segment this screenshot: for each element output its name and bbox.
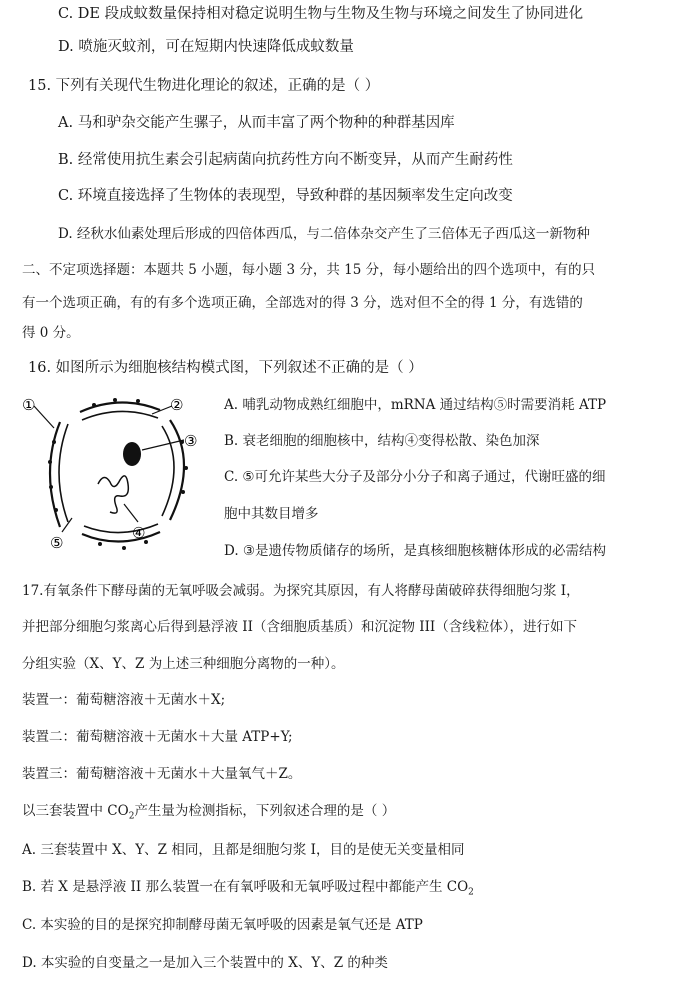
figure-label-3: ③	[184, 432, 198, 450]
q17-stem-sub: 2	[128, 811, 135, 822]
q17-setup3: 装置三：葡萄糖溶液＋无菌水＋大量氧气＋Z。	[22, 766, 302, 782]
q17-stem	[22, 801, 395, 827]
envelope-inner-left	[59, 424, 68, 522]
q17-option-c: C. 本实验的目的是探究抑制酵母菌无氧呼吸的因素是氧气还是 ATP	[22, 917, 423, 933]
q15-stem: 15. 下列有关现代生物进化理论的叙述，正确的是（ ）	[28, 78, 380, 94]
q16-option-a: A. 哺乳动物成熟红细胞中，mRNA 通过结构⑤时需要消耗 ATP	[224, 397, 607, 413]
q17-option-b-pre: B. 若 X 是悬浮液 II 那么装置一在有氧呼吸和无氧呼吸过程中都能产生 CO	[22, 879, 469, 895]
ribosome-dots	[48, 398, 188, 550]
chromatin	[98, 476, 128, 513]
q15-option-a: A. 马和驴杂交能产生骡子，从而丰富了两个物种的种群基因库	[58, 115, 455, 131]
nucleolus	[123, 442, 141, 466]
q15-option-c: C. 环境直接选择了生物体的表现型，导致种群的基因频率发生定向改变	[58, 188, 513, 204]
envelope-outer-bottom	[82, 532, 160, 542]
q17-stem-pre: 以三套装置中 CO	[22, 803, 129, 819]
q17-option-d: D. 本实验的自变量之一是加入三个装置中的 X、Y、Z 的种类	[22, 955, 388, 971]
q15-option-d: D. 经秋水仙素处理后形成的四倍体西瓜，与二倍体杂交产生了三倍体无子西瓜这一新物种	[58, 226, 590, 242]
q17-setup2: 装置二：葡萄糖溶液＋无菌水＋大量 ATP+Y;	[22, 729, 293, 745]
q15-option-b: B. 经常使用抗生素会引起病菌向抗药性方向不断变异，从而产生耐药性	[58, 152, 513, 168]
q17-line1: 17.有氧条件下酵母菌的无氧呼吸会减弱。为探究其原因，有人将酵母菌破碎获得细胞匀浆 I，	[22, 583, 580, 599]
q16-option-c-line2: 胞中其数目增多	[224, 506, 319, 522]
q16-option-d: D. ③是遗传物质储存的场所，是真核细胞核糖体形成的必需结构	[224, 543, 607, 559]
section2-line3: 得 0 分。	[22, 325, 80, 341]
q17-option-b	[22, 877, 474, 903]
q16-stem: 16. 如图所示为细胞核结构模式图，下列叙述不正确的是（ ）	[28, 360, 423, 376]
q17-option-a: A. 三套装置中 X、Y、Z 相同，且都是细胞匀浆 I，目的是使无关变量相同	[22, 842, 465, 858]
envelope-outer-right	[170, 420, 184, 520]
figure-label-2: ②	[170, 396, 184, 414]
figure-label-5: ⑤	[50, 534, 64, 552]
envelope-inner-bottom	[84, 524, 158, 533]
q16-option-c-line1: C. ⑤可允许某些大分子及部分小分子和离子通过，代谢旺盛的细	[224, 469, 606, 485]
figure-label-1: ①	[22, 396, 36, 414]
q17-line2: 并把部分细胞匀浆离心后得到悬浮液 II（含细胞质基质）和沉淀物 III（含线粒体），进行如下	[22, 619, 577, 635]
envelope-inner-top	[82, 411, 158, 420]
q16-option-b: B. 衰老细胞的细胞核中，结构④变得松散、染色加深	[224, 433, 540, 449]
q14-option-d: D. 喷施灭蚊剂，可在短期内快速降低成蚊数量	[58, 39, 354, 55]
section2-line2: 有一个选项正确，有的有多个选项正确，全部选对的得 3 分，选对但不全的得 1 分，有选错的	[22, 295, 583, 311]
q17-setup1: 装置一：葡萄糖溶液＋无菌水＋X;	[22, 692, 226, 708]
q17-option-b-sub: 2	[468, 887, 474, 898]
figure-label-4: ④	[132, 524, 146, 542]
nucleus-structure-figure	[20, 392, 212, 554]
section2-line1: 二、不定项选择题：本题共 5 小题，每小题 3 分，共 15 分，每小题给出的四个选项中，有的只	[22, 262, 596, 278]
envelope-inner-right	[162, 426, 174, 516]
q17-line3: 分组实验（X、Y、Z 为上述三种细胞分离物的一种）。	[22, 656, 345, 672]
q17-stem-post: 产生量为检测指标，下列叙述合理的是（ ）	[134, 803, 396, 819]
envelope-outer-top	[80, 402, 160, 412]
q14-option-c: C. DE 段成蚊数量保持相对稳定说明生物与生物及生物与环境之间发生了协同进化	[58, 6, 584, 22]
